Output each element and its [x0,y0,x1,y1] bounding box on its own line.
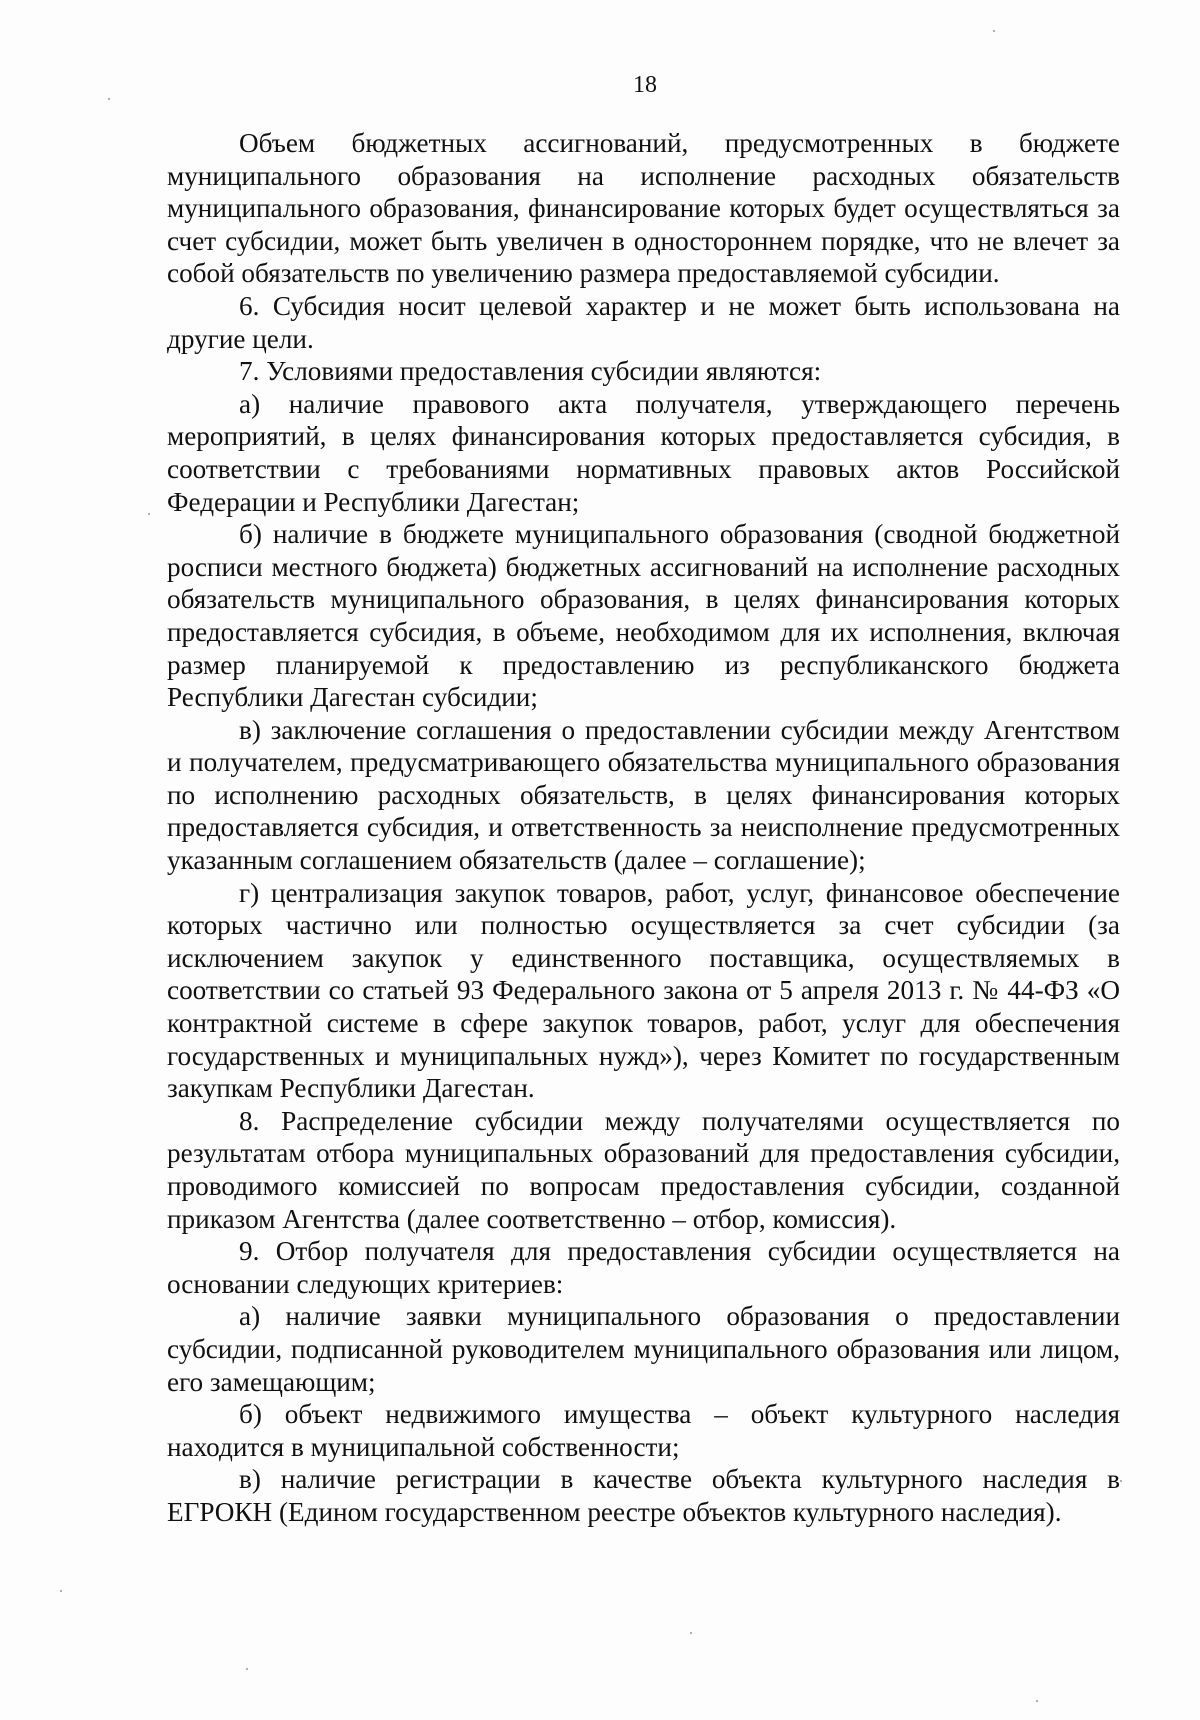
paragraph-7-b: б) наличие в бюджете муниципального образования (сводной бюджетной росписи местного бюджета) бюджетных ассигнований на исполнение расходных обязательств муниципального образования, в целях финансирования которых предоставляется субсидия, в объеме, необходимом для их исполнения, включая размер планируемой к предоставлению из республиканского бюджета Республики Дагестан субсидии; [167,519,1120,713]
scan-speck [246,1668,248,1670]
scan-speck [690,1632,692,1634]
paragraph-7-a: а) наличие правового акта получателя, утверждающего перечень мероприятий, в целях финансирования которых предоставляется субсидия, в соответствии с требованиями нормативных правовых актов Российской Федерации и Республики Дагестан; [167,388,1120,517]
scan-speck [1120,1480,1122,1482]
paragraph-9-a: а) наличие заявки муниципального образования о предоставлении субсидии, подписанной руководителем муниципального образования или лицом, его замещающим; [167,1301,1120,1397]
scan-speck [148,513,150,515]
paragraph-9-b: б) объект недвижимого имущества – объект культурного наследия находится в муниципальной собственности; [167,1399,1120,1462]
paragraph-9: 9. Отбор получателя для предоставления субсидии осуществляется на основании следующих критериев: [167,1236,1120,1299]
page-number: 18 [633,72,657,98]
paragraph-7: 7. Условиями предоставления субсидии являются: [239,356,822,387]
document-body [167,127,1120,1529]
paragraph-7-g: г) централизация закупок товаров, работ, услуг, финансовое обеспечение которых частично или полностью осуществляется за счет субсидии (за исключением закупок у единственного поставщика, осуществляемых в соответствии со статьей 93 Федерального закона от 5 апреля 2013 г. № 44-ФЗ «О контрактной системе в сфере закупок товаров, работ, услуг для обеспечения государственных и муниципальных нужд»), через Комитет по государственным закупкам Республики Дагестан. [167,877,1120,1104]
paragraph-8: 8. Распределение субсидии между получателями осуществляется по результатам отбора муниципальных образований для предоставления субсидии, проводимого комиссией по вопросам предоставления субсидии, созданной приказом Агентства (далее соответственно – отбор, комиссия). [167,1105,1120,1234]
scan-speck [993,30,995,32]
paragraph-6: 6. Субсидия носит целевой характер и не может быть использована на другие цели. [167,290,1120,354]
paragraph-budget-allocations: Объем бюджетных ассигнований, предусмотренных в бюджете муниципального образования на исполнение расходных обязательств муниципального образования, финансирование которых будет осуществляться за счет субсидии, может быть увеличен в одностороннем порядке, что не влечет за собой обязательств по увеличению размера предоставляемой субсидии. [167,128,1120,289]
scan-speck [1036,1700,1038,1702]
scan-speck [108,98,110,100]
scan-speck [60,1590,62,1592]
paragraph-7-v: в) заключение соглашения о предоставлении субсидии между Агентством и получателем, предусматривающего обязательства муниципального образования по исполнению расходных обязательств, в целях финансирования которых предоставляется субсидия, и ответственность за неисполнение предусмотренных указанным соглашением обязательств (далее – соглашение); [167,714,1120,876]
paragraph-9-v: в) наличие регистрации в качестве объекта культурного наследия в ЕГРОКН (Едином государственном реестре объектов культурного наследия). [167,1464,1120,1527]
